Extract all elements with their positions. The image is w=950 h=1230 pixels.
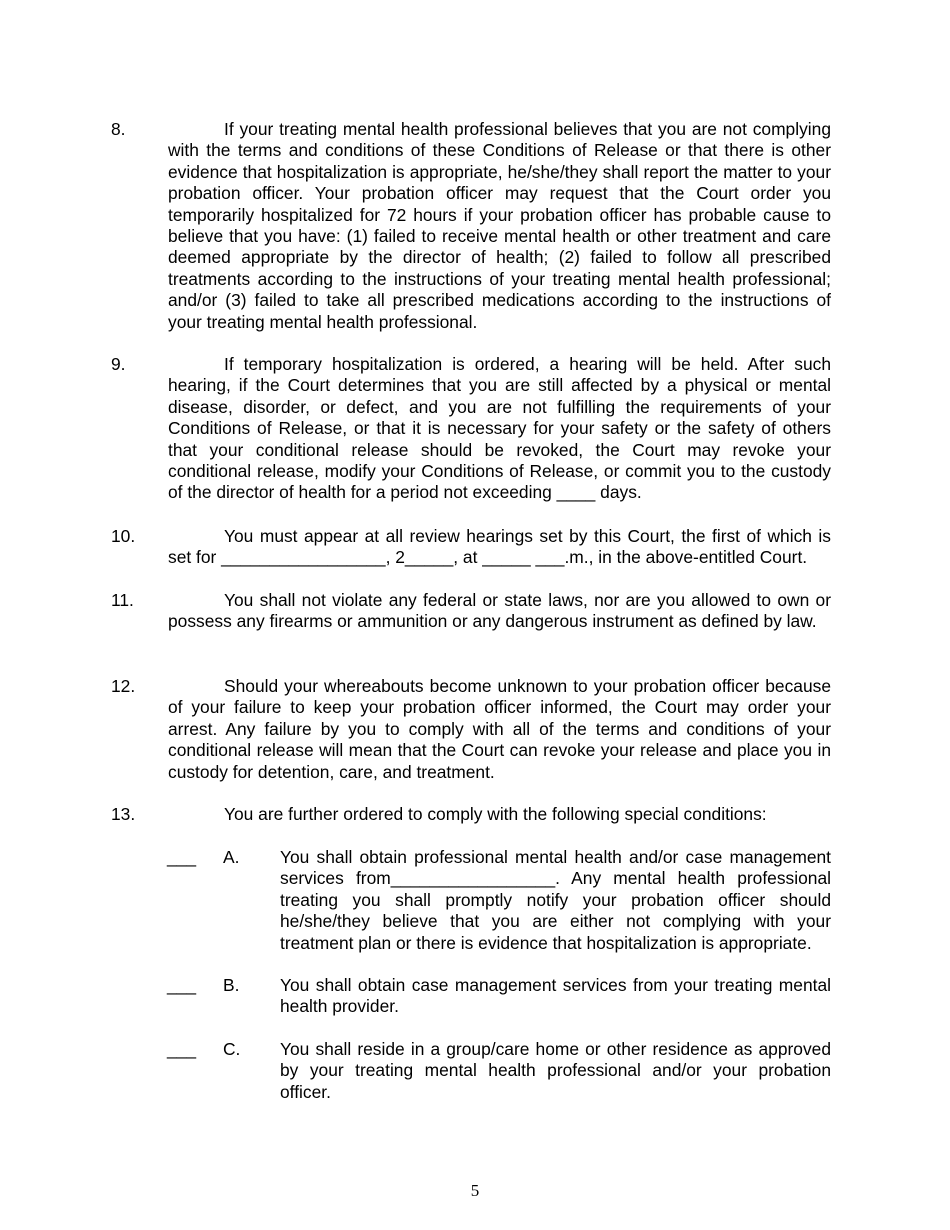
paragraph-number: 13.	[111, 804, 136, 824]
paragraph-12	[111, 676, 831, 783]
page-number: 5	[470, 1181, 480, 1200]
paragraph-text: You must appear at all review hearings set by this Court, the first of which is set for _________________, 2_____, at _____ ___.m., in the above-entitled Court.	[168, 526, 831, 568]
paragraph-number: 10.	[111, 526, 136, 546]
checkbox-blank[interactable]: ___	[167, 1039, 197, 1059]
paragraph-10	[111, 526, 831, 569]
checkbox-blank[interactable]: ___	[167, 975, 197, 995]
paragraph-text: If your treating mental health professional believes that you are not complying with the terms and conditions of these Conditions of Release or that there is other evidence that hospitalization is appropriate, he/she/they shall report the matter to your probation officer. Your probation officer may request that the Court order you temporarily hospitalized for 72 hours if your probation officer has probable cause to believe that you have: (1) failed to receive mental health or other treatment and care deemed appropriate by the director of health; (2) failed to follow all prescribed treatments according to the instructions of your treating mental health professional; and/or (3) failed to take all prescribed medications according to the instructions of your treating mental health professional.	[168, 119, 831, 332]
paragraph-number: 12.	[111, 676, 136, 696]
condition-text: You shall reside in a group/care home or other residence as approved by your treating mental health professional and/or your probation officer.	[280, 1039, 831, 1102]
condition-letter: C.	[223, 1039, 241, 1059]
paragraph-number: 11.	[111, 590, 134, 610]
special-condition-b	[167, 975, 831, 1018]
paragraph-text: If temporary hospitalization is ordered, a hearing will be held. After such hearing, if the Court determines that you are still affected by a physical or mental disease, disorder, or defect, and you are not fulfilling the requirements of your Conditions of Release, or that it is necessary for your safety or the safety of others that your conditional release should be revoked, the Court may revoke your conditional release, modify your Conditions of Release, or commit you to the custody of the director of health for a period not exceeding ____ days.	[168, 354, 831, 503]
paragraph-number: 9.	[111, 354, 126, 374]
checkbox-blank[interactable]: ___	[167, 847, 197, 867]
paragraph-text: You are further ordered to comply with the following special conditions:	[224, 804, 767, 824]
paragraph-number: 8.	[111, 119, 126, 139]
paragraph-8	[111, 119, 831, 333]
special-condition-a	[167, 847, 831, 954]
paragraph-text: You shall not violate any federal or state laws, nor are you allowed to own or possess any firearms or ammunition or any dangerous instrument as defined by law.	[168, 590, 831, 632]
paragraph-11	[111, 590, 831, 633]
condition-text: You shall obtain case management services from your treating mental health provider.	[280, 975, 831, 1017]
condition-letter: A.	[223, 847, 240, 867]
condition-text: You shall obtain professional mental health and/or case management services from_________________. Any mental health professional treating you shall promptly notify your probation officer should he/she/they believe that you are either not complying with your treatment plan or there is evidence that hospitalization is appropriate.	[280, 847, 831, 953]
paragraph-text: Should your whereabouts become unknown to your probation officer because of your failure to keep your probation officer informed, the Court may order your arrest. Any failure by you to comply with all of the terms and conditions of your conditional release will mean that the Court can revoke your release and place you in custody for detention, care, and treatment.	[168, 676, 831, 782]
paragraph-9	[111, 354, 831, 504]
paragraph-13	[111, 804, 831, 825]
special-condition-c	[167, 1039, 831, 1103]
condition-letter: B.	[223, 975, 240, 995]
